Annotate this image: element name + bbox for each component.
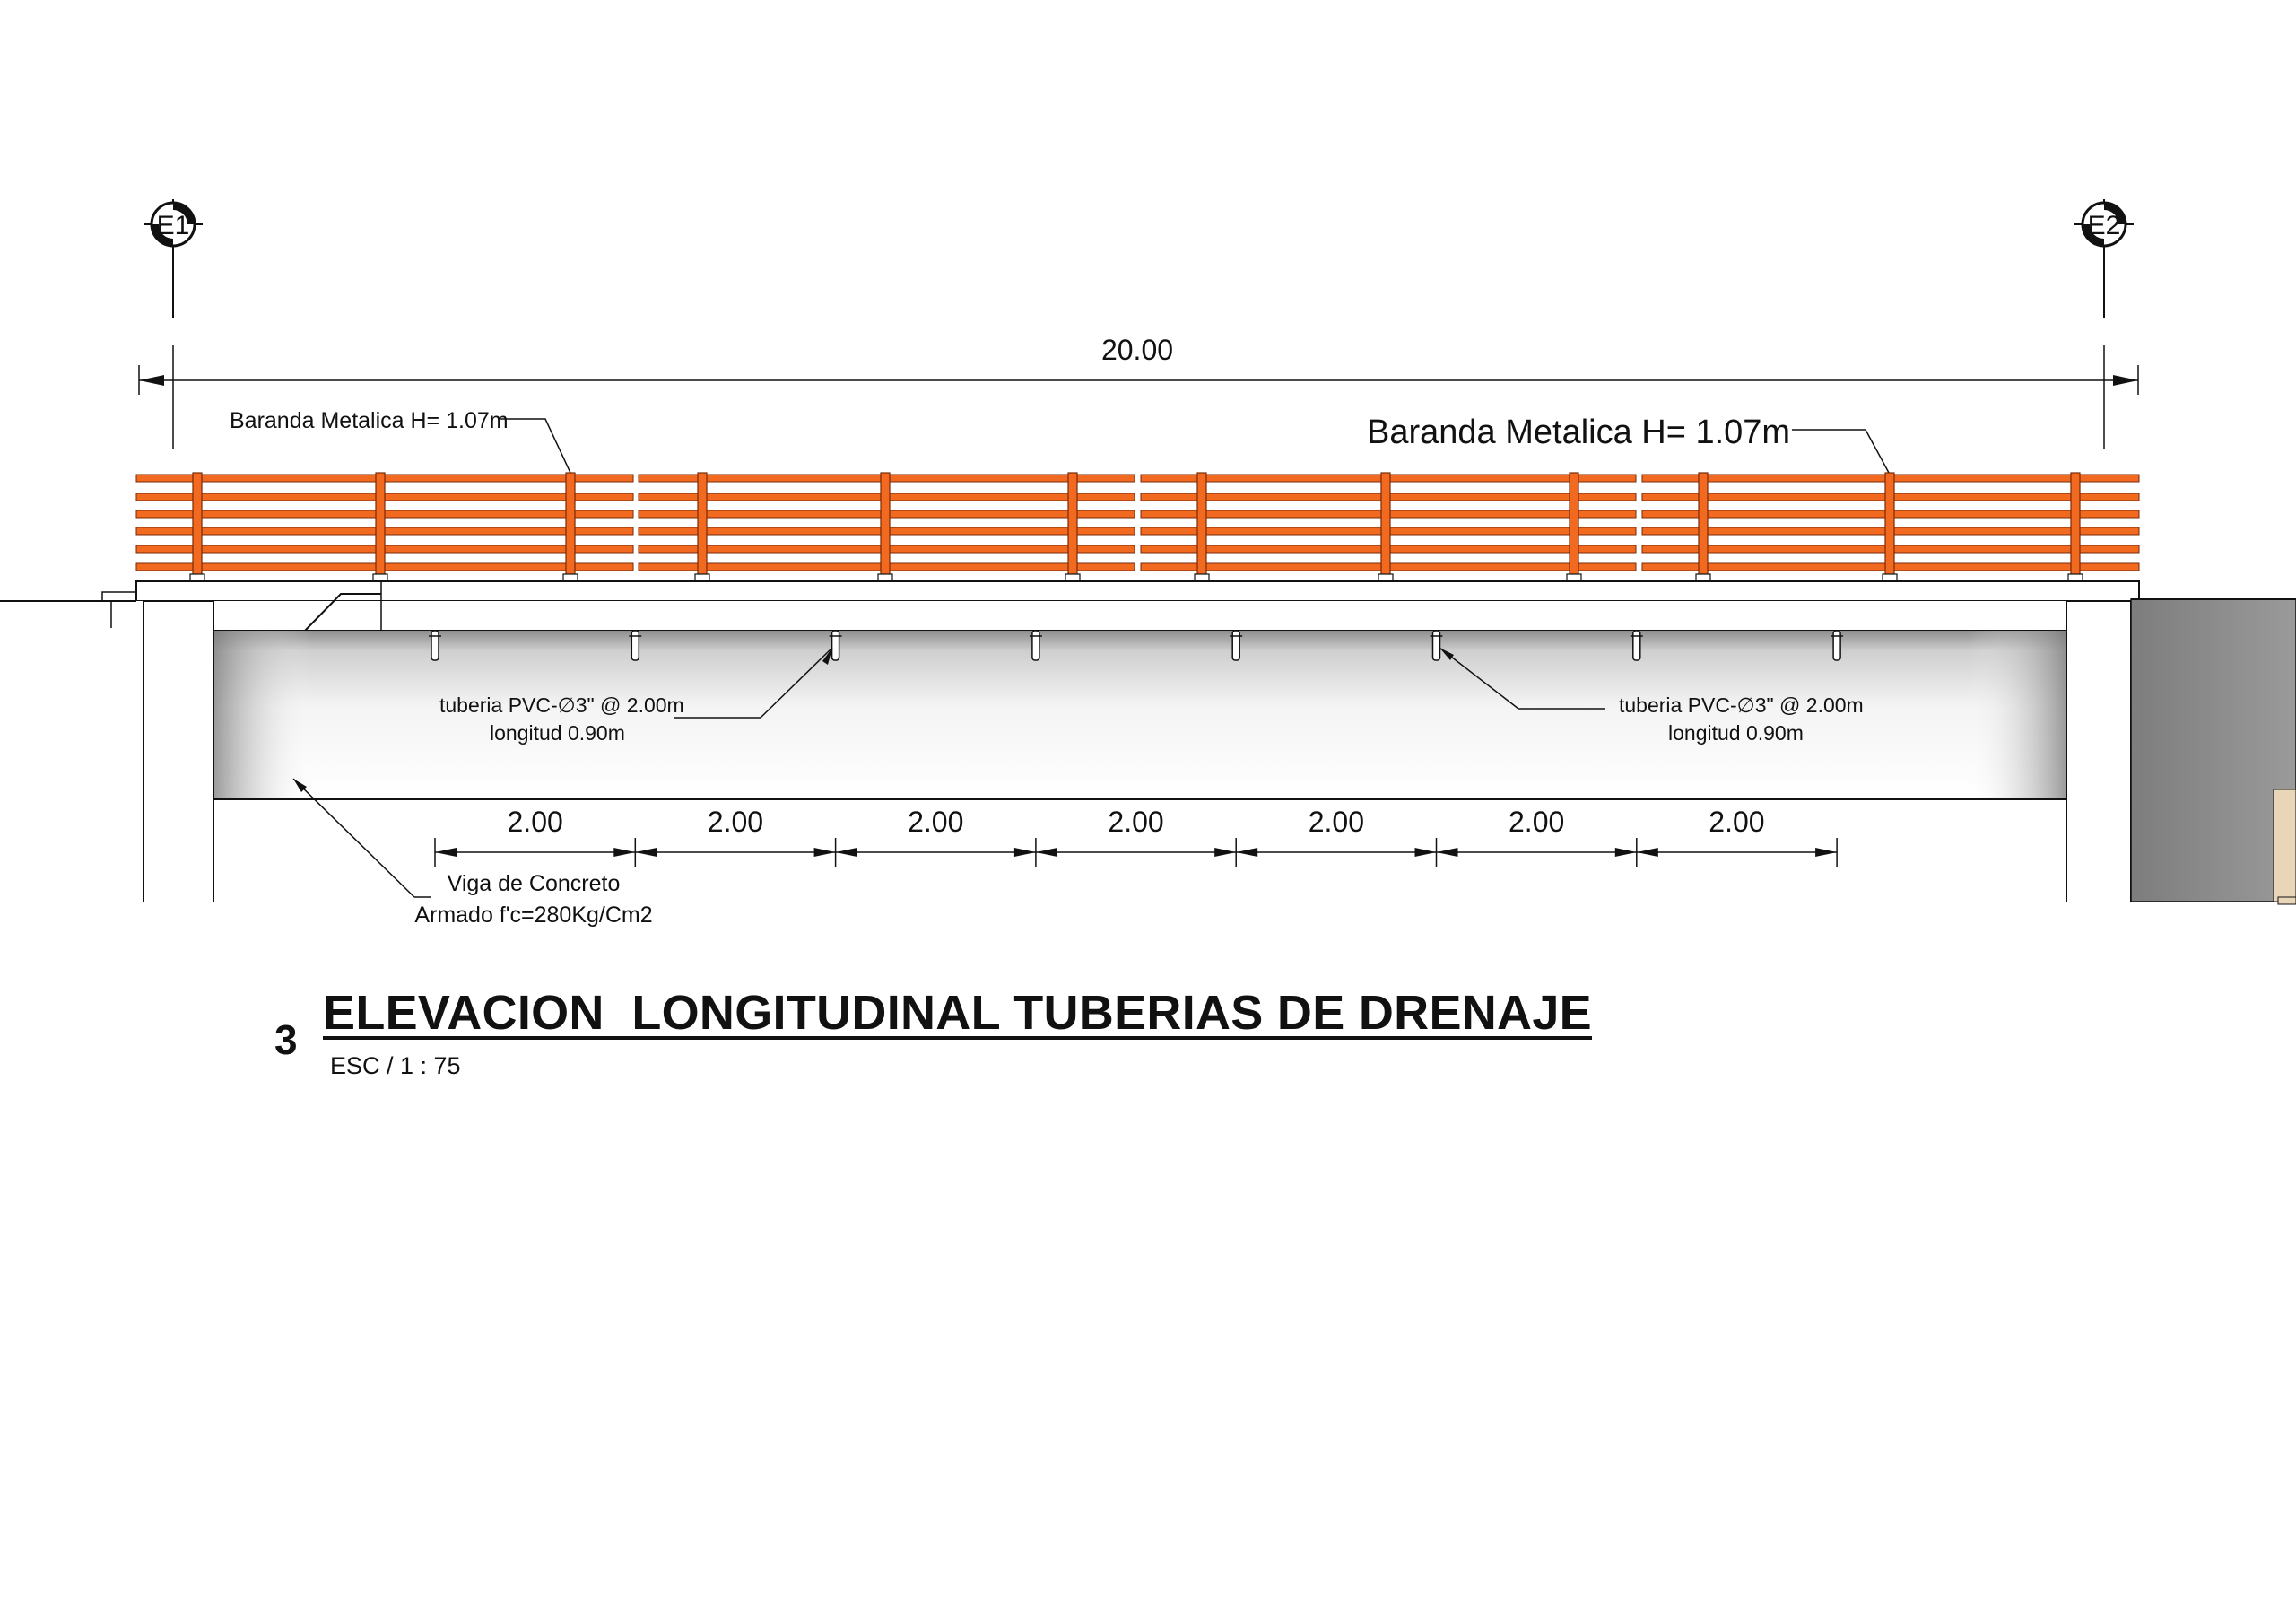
spacing-dimension-label: 2.00 <box>1308 806 1364 838</box>
railing-post-base <box>1696 574 1710 581</box>
grid-axis-e1-label: E1 <box>156 211 190 240</box>
railing-post-base <box>1883 574 1897 581</box>
grid-axis-e2 <box>2074 199 2134 318</box>
railing-post-base <box>563 574 578 581</box>
railing-label-left <box>230 408 570 473</box>
railing-post-base <box>2068 574 2083 581</box>
railing-post-base <box>190 574 204 581</box>
drain-pipe <box>431 631 439 660</box>
overall-dimension-label: 20.00 <box>1100 334 1174 366</box>
spacing-dimension-label: 2.00 <box>1108 806 1164 838</box>
view-number: 3 <box>274 1016 298 1063</box>
pipe-label-right-line1: tuberia PVC-∅3" @ 2.00m <box>1619 693 1864 717</box>
railing-label-left-text: Baranda Metalica H= 1.07m <box>230 408 509 433</box>
railing-post <box>1885 473 1894 580</box>
right-abutment <box>2066 599 2296 904</box>
grid-axis-e1 <box>144 199 203 318</box>
metal-railing <box>136 473 2139 581</box>
pipe-label-left-line2: longitud 0.90m <box>490 721 625 745</box>
railing-label-right-text: Baranda Metalica H= 1.07m <box>1367 414 1791 451</box>
railing-post <box>1699 473 1708 580</box>
railing-post <box>2071 473 2080 580</box>
drain-pipe <box>1633 631 1640 660</box>
drain-pipe <box>1833 631 1840 660</box>
spacing-dimension-label: 2.00 <box>908 806 964 838</box>
spacing-dimension-label: 2.00 <box>707 806 764 838</box>
spacing-dimension-label: 2.00 <box>1509 806 1565 838</box>
beam-label-line2: Armado f'c=280Kg/Cm2 <box>414 902 653 928</box>
drain-pipe <box>1232 631 1239 660</box>
railing-post-base <box>1567 574 1581 581</box>
railing-post <box>1068 473 1077 580</box>
railing-post <box>1570 473 1578 580</box>
deck-slab <box>136 581 2139 631</box>
railing-post-base <box>1065 574 1080 581</box>
drain-pipe <box>1433 631 1440 660</box>
pipe-label-right-line2: longitud 0.90m <box>1668 721 1804 745</box>
pipe-spacing-dimensions <box>435 806 1837 867</box>
railing-post <box>698 473 707 580</box>
grid-axis-e2-label: E2 <box>2087 211 2121 240</box>
view-title: ELEVACION LONGITUDINAL TUBERIAS DE DRENAJE <box>323 986 1593 1040</box>
beam-label <box>293 779 653 928</box>
left-approach <box>0 592 154 601</box>
pipe-label-left-line1: tuberia PVC-∅3" @ 2.00m <box>439 693 684 717</box>
railing-label-right <box>1367 414 1889 473</box>
railing-post <box>1381 473 1390 580</box>
railing-post <box>1197 473 1206 580</box>
drain-pipe <box>631 631 639 660</box>
drain-pipe <box>1032 631 1039 660</box>
spacing-dimension-label: 2.00 <box>507 806 563 838</box>
railing-post <box>193 473 202 580</box>
railing-post <box>881 473 890 580</box>
railing-post-base <box>1378 574 1393 581</box>
railing-post <box>376 473 385 580</box>
drain-pipe <box>832 631 839 660</box>
left-abutment <box>111 601 213 902</box>
spacing-dimension-label: 2.00 <box>1709 806 1765 838</box>
railing-post-base <box>1195 574 1209 581</box>
railing-post <box>566 473 575 580</box>
railing-post-base <box>373 574 387 581</box>
beam-label-line1: Viga de Concreto <box>447 871 621 896</box>
railing-post-base <box>878 574 892 581</box>
view-scale: ESC / 1 : 75 <box>330 1052 461 1079</box>
railing-post-base <box>695 574 709 581</box>
